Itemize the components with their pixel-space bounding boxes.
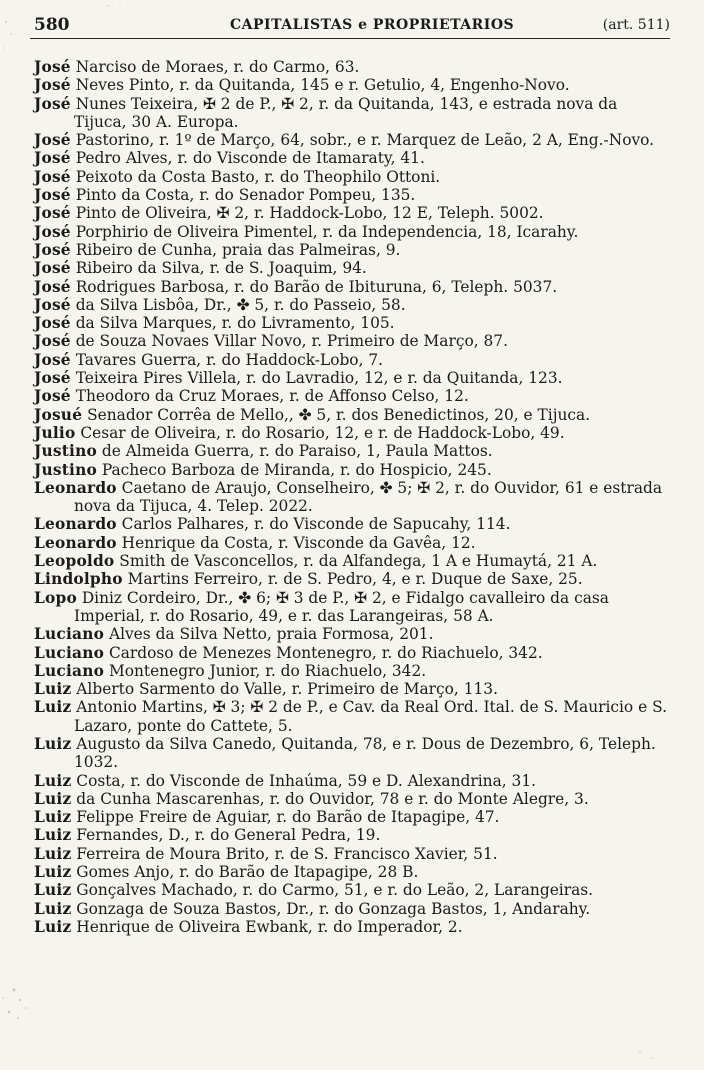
entry-details: de Souza Novaes Villar Novo, r. Primeiro de Março, 87. (70, 332, 508, 351)
entry-first-name: José (34, 222, 71, 241)
entry-details: Pacheco Barboza de Miranda, r. do Hospicio, 245. (96, 460, 492, 479)
entry-first-name: Luiz (34, 844, 72, 863)
entry-first-name: Luciano (34, 661, 105, 680)
entry-details: Theodoro da Cruz Moraes, r. de Affonso Celso, 12. (70, 387, 469, 406)
page-title: CAPITALISTAS e PROPRIETARIOS (230, 17, 515, 33)
entry-details: Ribeiro da Silva, r. de S. Joaquim, 94. (70, 259, 367, 278)
entry-details: Ferreira de Moura Brito, r. de S. Francisco Xavier, 51. (71, 844, 498, 863)
entry-first-name: Lindolpho (34, 570, 123, 589)
entry-details: Cesar de Oliveira, r. do Rosario, 12, e r. de Haddock-Lobo, 49. (75, 423, 565, 442)
entry-first-name: Josué (34, 405, 83, 424)
entry-first-name: Luiz (34, 826, 72, 845)
entry-details: Carlos Palhares, r. do Visconde de Sapucahy, 114. (116, 515, 511, 534)
entry-first-name: José (34, 186, 71, 205)
entry-details: Pinto de Oliveira, ✠ 2, r. Haddock-Lobo, 12 E, Teleph. 5002. (70, 204, 544, 223)
entry-first-name: José (34, 314, 71, 333)
entry-details: Gomes Anjo, r. do Barão de Itapagipe, 28 B. (71, 863, 419, 882)
entry-first-name: José (34, 277, 71, 296)
entry-first-name: Luiz (34, 789, 72, 808)
entry-details: Diniz Cordeiro, Dr., ✤ 6; ✠ 3 de P., ✠ 2, e Fidalgo cavalleiro da casa Imperial, r. do Rosario, 49, e r. das Larangeiras, 58 A. (74, 588, 609, 625)
entry-details: da Cunha Mascarenhas, r. do Ouvidor, 78 e r. do Monte Alegre, 3. (71, 789, 589, 808)
entry-details: Gonçalves Machado, r. do Carmo, 51, e r. do Leão, 2, Larangeiras. (71, 881, 594, 900)
entry-first-name: Justino (34, 460, 97, 479)
entry-details: Porphirio de Oliveira Pimentel, r. da Independencia, 18, Icarahy. (70, 222, 579, 241)
entry-details: Senador Corrêa de Mello,, ✤ 5, r. dos Benedictinos, 20, e Tijuca. (82, 405, 591, 424)
entry-details: Henrique de Oliveira Ewbank, r. do Imperador, 2. (71, 917, 463, 936)
entry-first-name: José (34, 240, 71, 259)
entry-details: Alves da Silva Netto, praia Formosa, 201. (104, 625, 434, 644)
entry-details: Alberto Sarmento do Valle, r. Primeiro de Março, 113. (71, 680, 498, 699)
entry-details: Montenegro Junior, r. do Riachuelo, 342. (104, 661, 427, 680)
entry-details: Teixeira Pires Villela, r. do Lavradio, 12, e r. da Quitanda, 123. (70, 369, 563, 388)
entry-details: Peixoto da Costa Basto, r. do Theophilo Ottoni. (70, 167, 441, 186)
entry-first-name: Luiz (34, 734, 72, 753)
entry-first-name: José (34, 259, 71, 278)
entry-details: Rodrigues Barbosa, r. do Barão de Ibituruna, 6, Teleph. 5037. (70, 277, 558, 296)
entry-details: Smith de Vasconcellos, r. da Alfandega, 1 A e Humaytá, 21 A. (114, 552, 598, 571)
entry-first-name: Luiz (34, 680, 72, 699)
entry-first-name: Luiz (34, 881, 72, 900)
entry-details: Martins Ferreiro, r. de S. Pedro, 4, e r. Duque de Saxe, 25. (122, 570, 583, 589)
page-number: 580 (34, 15, 70, 35)
entry-first-name: José (34, 295, 71, 314)
entry-first-name: José (34, 58, 71, 76)
entry-details: Pinto da Costa, r. do Senador Pompeu, 135. (70, 186, 416, 205)
entry-first-name: José (34, 387, 71, 406)
entry-first-name: Leopoldo (34, 552, 115, 571)
entry-details: Narciso de Moraes, r. do Carmo, 63. (70, 58, 360, 76)
entry-first-name: Lopo (34, 588, 77, 607)
entry-first-name: José (34, 131, 71, 150)
entry-details: Pedro Alves, r. do Visconde de Itamaraty, 41. (70, 149, 425, 168)
entry-first-name: José (34, 369, 71, 388)
entry-first-name: José (34, 350, 71, 369)
entry-details: Felippe Freire de Aguiar, r. do Barão de Itapagipe, 47. (71, 808, 500, 827)
entry-details: Tavares Guerra, r. do Haddock-Lobo, 7. (70, 350, 384, 369)
entry-details: Costa, r. do Visconde de Inhaúma, 59 e D. Alexandrina, 31. (71, 771, 537, 790)
entry-details: Neves Pinto, r. da Quitanda, 145 e r. Getulio, 4, Engenho-Novo. (70, 76, 570, 95)
entry-details: Nunes Teixeira, ✠ 2 de P., ✠ 2, r. da Quitanda, 143, e estrada nova da Tijuca, 30 A. Europa. (70, 94, 618, 131)
entry-first-name: José (34, 149, 71, 168)
entry-details: Fernandes, D., r. do General Pedra, 19. (71, 826, 381, 845)
entry-details: Cardoso de Menezes Montenegro, r. do Riachuelo, 342. (104, 643, 543, 662)
entry-first-name: José (34, 76, 71, 95)
entry-details: Henrique da Costa, r. Visconde da Gavêa, 12. (116, 533, 476, 552)
entry-details: Gonzaga de Souza Bastos, Dr., r. do Gonzaga Bastos, 1, Andarahy. (71, 899, 591, 918)
entry-first-name: Luiz (34, 917, 72, 936)
entry-first-name: Luiz (34, 771, 72, 790)
entry-first-name: José (34, 94, 71, 113)
entry-first-name: Leonardo (34, 515, 117, 534)
entry-first-name: Justino (34, 442, 97, 461)
entry-first-name: Luciano (34, 643, 105, 662)
entry-first-name: Leonardo (34, 533, 117, 552)
entry-details: Ribeiro de Cunha, praia das Palmeiras, 9. (70, 240, 401, 259)
entry-first-name: Luiz (34, 808, 72, 827)
entry-first-name: José (34, 204, 71, 223)
entry-first-name: Luiz (34, 899, 72, 918)
entry-first-name: Luiz (34, 863, 72, 882)
entry-details: de Almeida Guerra, r. do Paraiso, 1, Paula Mattos. (96, 442, 493, 461)
entry-first-name: José (34, 332, 71, 351)
entry-details: Caetano de Araujo, Conselheiro, ✤ 5; ✠ 2, r. do Ouvidor, 61 e estrada nova da Tijuca, 4. Telep. 2022. (74, 478, 663, 516)
entry-first-name: José (34, 167, 71, 186)
entry-first-name: Julio (34, 423, 76, 442)
article-reference: (art. 511) (602, 17, 670, 33)
entry-details: da Silva Marques, r. do Livramento, 105. (70, 314, 395, 333)
entry-first-name: Leonardo (34, 478, 117, 497)
entry-details: Pastorino, r. 1º de Março, 64, sobr., e r. Marquez de Leão, 2 A, Eng.-Novo. (70, 131, 655, 150)
entry-details: da Silva Lisbôa, Dr., ✤ 5, r. do Passeio, 58. (70, 295, 406, 314)
entry-first-name: Luciano (34, 625, 105, 644)
entry-details: Augusto da Silva Canedo, Quitanda, 78, e r. Dous de Dezembro, 6, Teleph. 1032. (71, 734, 656, 772)
entry-first-name: Luiz (34, 698, 72, 717)
entry-details: Antonio Martins, ✠ 3; ✠ 2 de P., e Cav. da Real Ord. Ital. de S. Mauricio e S. Lazaro, ponte do Cattete, 5. (71, 698, 667, 735)
